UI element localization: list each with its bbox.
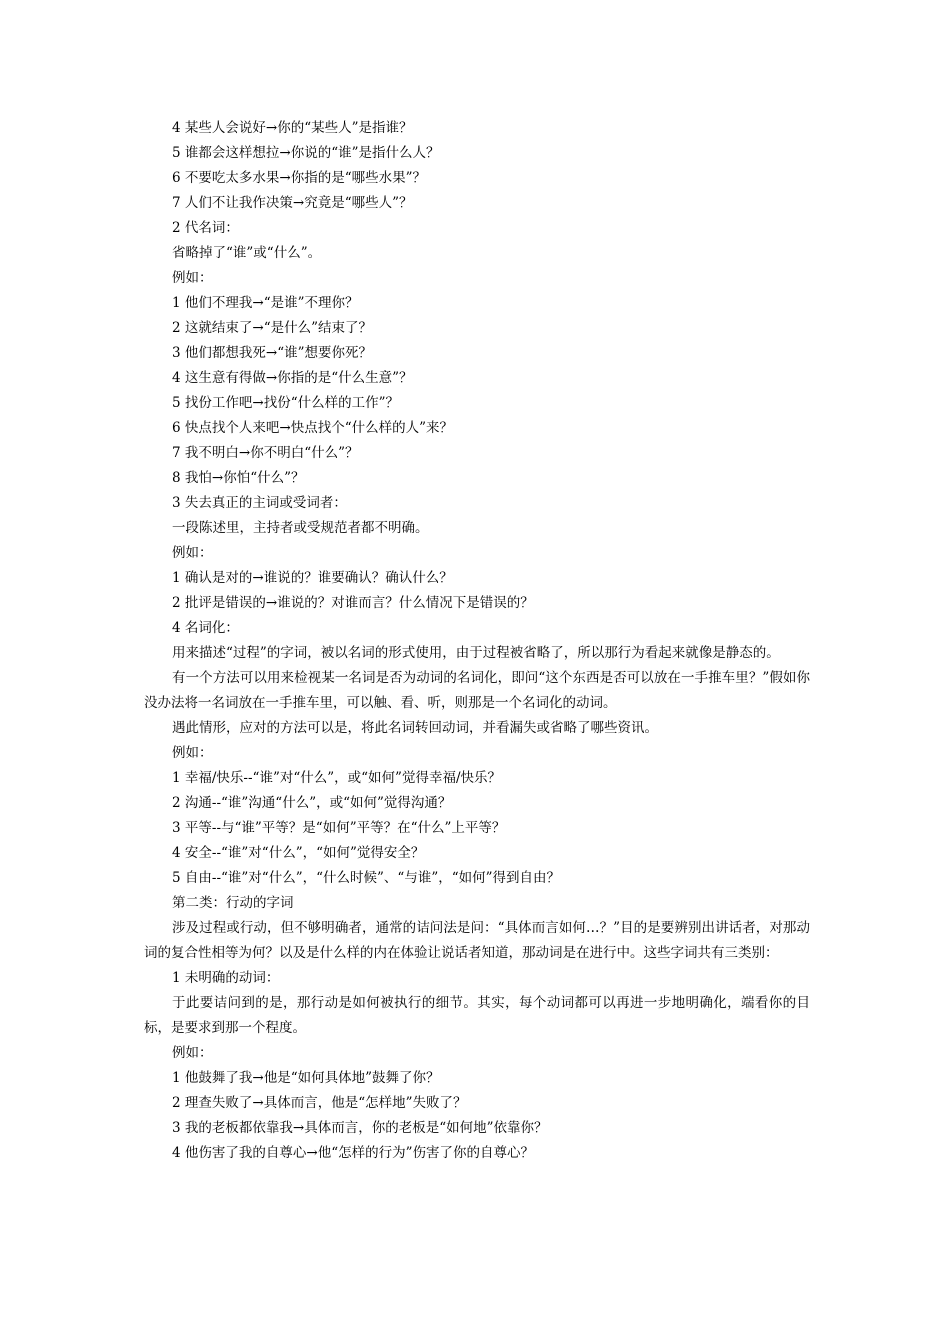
paragraph: 3 平等--与“谁”平等？是“如何”平等？在“什么”上平等？ — [172, 820, 506, 836]
paragraph: 于此要诘问到的是，那行动是如何被执行的细节。其实，每个动词都可以再进一步地明确化，端看你的目标，是要求到那一个程度。 — [144, 995, 810, 1036]
paragraph: 5 谁都会这样想拉→你说的“谁”是指什么人？ — [172, 145, 440, 161]
paragraph: 4 安全--“谁”对“什么”，“如何”觉得安全？ — [172, 845, 425, 861]
section-heading: 4 名词化： — [172, 620, 239, 636]
paragraph: 5 自由--“谁”对“什么”，“什么时候”、“与谁”，“如何”得到自由？ — [172, 870, 561, 886]
paragraph: 遇此情形，应对的方法可以是，将此名词转回动词，并看漏失或省略了哪些资讯。 — [172, 720, 658, 736]
paragraph: 4 他伤害了我的自尊心→他“怎样的行为”伤害了你的自尊心？ — [172, 1145, 534, 1161]
paragraph: 1 确认是对的→谁说的？谁要确认？确认什么？ — [172, 570, 453, 586]
paragraph: 例如： — [172, 270, 213, 286]
paragraph: 例如： — [172, 745, 213, 761]
paragraph: 省略掉了“谁”或“什么”。 — [172, 245, 322, 261]
paragraph: 例如： — [172, 1045, 213, 1061]
paragraph: 1 他们不理我→“是谁”不理你？ — [172, 295, 359, 311]
paragraph: 7 我不明白→你不明白“什么”？ — [172, 445, 359, 461]
paragraph: 1 幸福/快乐--“谁”对“什么”，或“如何”觉得幸福/快乐？ — [172, 770, 502, 786]
paragraph: 2 批评是错误的→谁说的？对谁而言？什么情况下是错误的？ — [172, 595, 534, 611]
paragraph: 8 我怕→你怕“什么”？ — [172, 470, 305, 486]
paragraph: 6 快点找个人来吧→快点找个“什么样的人”来？ — [172, 420, 453, 436]
section-heading: 3 失去真正的主词或受词者： — [172, 495, 347, 511]
paragraph: 6 不要吃太多水果→你指的是“哪些水果”？ — [172, 170, 426, 186]
paragraph: 2 这就结束了→“是什么”结束了？ — [172, 320, 372, 336]
paragraph: 7 人们不让我作决策→究竟是“哪些人”？ — [172, 195, 413, 211]
paragraph: 涉及过程或行动，但不够明确者，通常的诘问法是问：“具体而言如何…？”目的是要辨别出讲话者，对那动词的复合性相等为何？以及是什么样的内在体验让说话者知道，那动词是在进行中。这些字词共有三类别： — [144, 920, 810, 961]
paragraph: 一段陈述里，主持者或受规范者都不明确。 — [172, 520, 429, 536]
paragraph: 例如： — [172, 545, 213, 561]
paragraph: 4 这生意有得做→你指的是“什么生意”？ — [172, 370, 413, 386]
paragraph: 3 他们都想我死→“谁”想要你死？ — [172, 345, 372, 361]
paragraph: 4 某些人会说好→你的“某些人”是指谁？ — [172, 120, 413, 136]
paragraph: 用来描述“过程”的字词，被以名词的形式使用，由于过程被省略了，所以那行为看起来就像是静态的。 — [172, 645, 780, 661]
paragraph: 5 找份工作吧→找份“什么样的工作”？ — [172, 395, 399, 411]
section-heading: 第二类：行动的字词 — [172, 895, 294, 911]
paragraph: 2 理查失败了→具体而言，他是“怎样地”失败了？ — [172, 1095, 467, 1111]
paragraph: 2 沟通--“谁”沟通“什么”，或“如何”觉得沟通？ — [172, 795, 452, 811]
paragraph: 有一个方法可以用来检视某一名词是否为动词的名词化，即问“这个东西是否可以放在一手推车里？”假如你没办法将一名词放在一手推车里，可以触、看、听，则那是一个名词化的动词。 — [144, 670, 810, 711]
section-heading: 1 未明确的动词： — [172, 970, 280, 986]
paragraph: 1 他鼓舞了我→他是“如何具体地”鼓舞了你？ — [172, 1070, 440, 1086]
section-heading: 2 代名词： — [172, 220, 239, 236]
paragraph: 3 我的老板都依靠我→具体而言，你的老板是“如何地”依靠你？ — [172, 1120, 548, 1136]
document-body — [144, 116, 810, 1166]
